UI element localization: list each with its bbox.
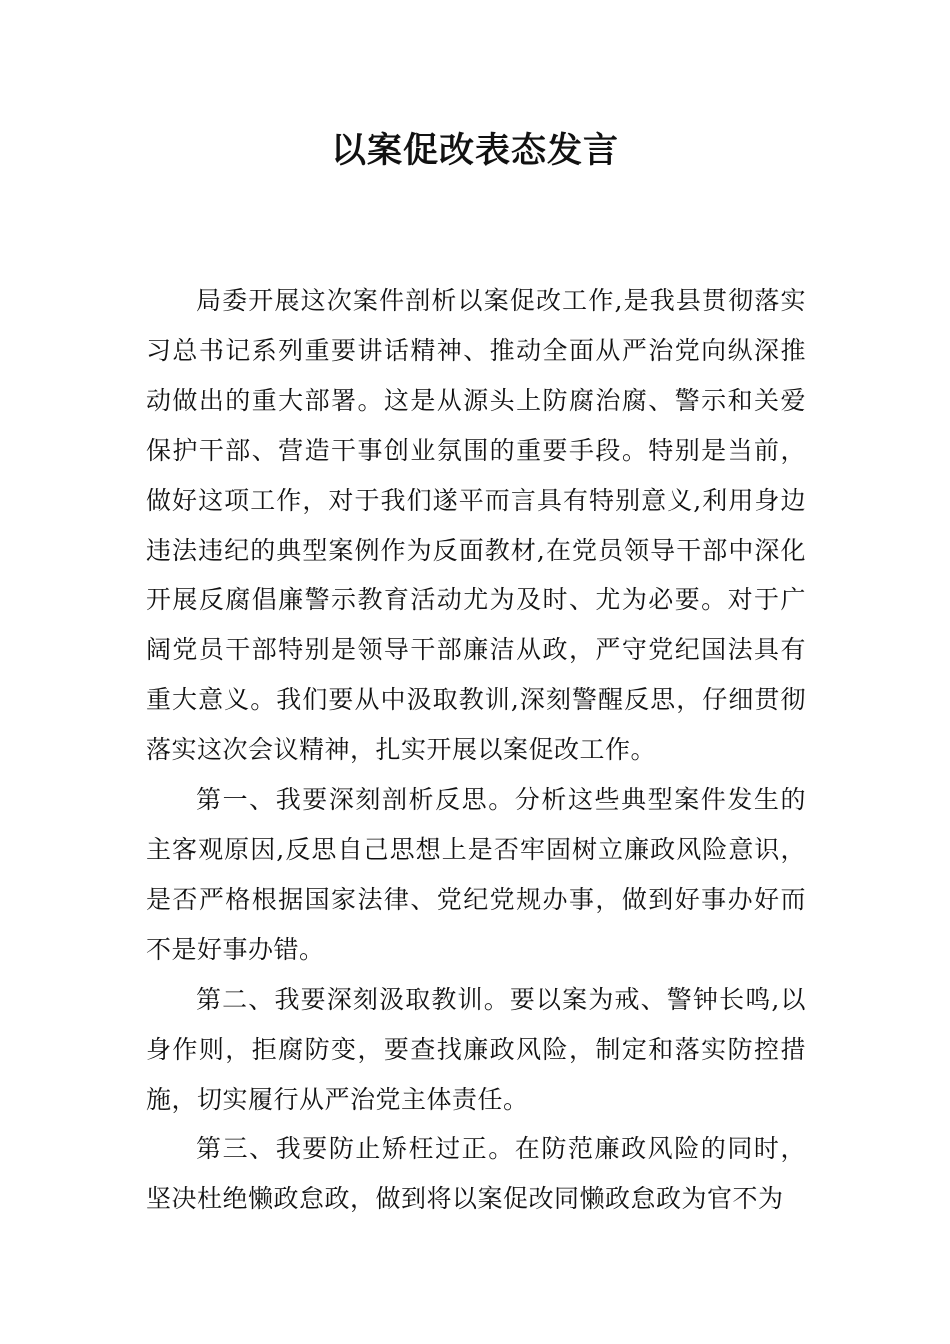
document-title: 以案促改表态发言 (330, 131, 619, 171)
paragraph-third-point: 第三、我要防止矫枉过正。在防范廉政风险的同时，坚决杜绝懒政怠政，做到将以案促改同懒政怠政为官不为 (146, 1134, 806, 1214)
paragraph-intro: 局委开展这次案件剖析以案促改工作,是我县贯彻落实习总书记系列重要讲话精神、推动全面从严治党向纵深推动做出的重大部署。这是从源头上防腐治腐、警示和关爱保护干部、营造干事创业氛围的重要手段。特别是当前，做好这项工作，对于我们遂平而言具有特别意义,利用身边违法违纪的典型案例作为反面教材,在党员领导干部中深化开展反腐倡廉警示教育活动尤为及时、尤为必要。对于广阔党员干部特别是领导干部廉洁从政，严守党纪国法具有重大意义。我们要从中汲取教训,深刻警醒反思，仔细贯彻落实这次会议精神，扎实开展以案促改工作。 (146, 286, 806, 765)
paragraph-first-point: 第一、我要深刻剖析反思。分析这些典型案件发生的主客观原因,反思自己思想上是否牢固树立廉政风险意识，是否严格根据国家法律、党纪党规办事，做到好事办好而不是好事办错。 (146, 785, 806, 964)
document-body (146, 276, 806, 1224)
paragraph-second-point: 第二、我要深刻汲取教训。要以案为戒、警钟长鸣,以身作则，拒腐防变，要查找廉政风险，制定和落实防控措施，切实履行从严治党主体责任。 (146, 984, 806, 1114)
